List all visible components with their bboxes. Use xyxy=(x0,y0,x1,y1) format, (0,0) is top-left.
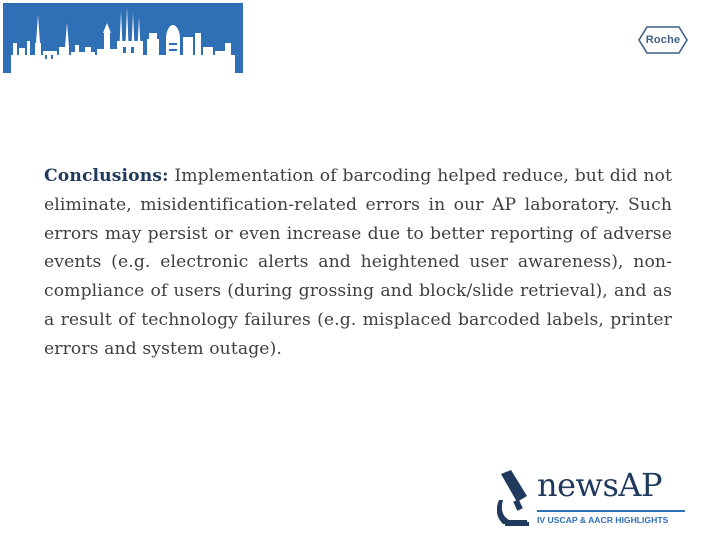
conclusions-text: Implementation of barcoding helped reduce, but did not eliminate, misidentification-related errors in our AP laboratory. Such errors may persist or even increase due to better reporting of adverse events (e.g. electronic alerts and heightened user awareness), non-compliance of users (during grossing and block/slide retrieval), and as a result of technology failures (e.g. misplaced barcoded labels, printer errors and system outage). xyxy=(44,166,672,359)
newsap-word-news: news xyxy=(537,466,619,504)
newsap-logo xyxy=(497,468,697,530)
newsap-wordmark xyxy=(537,466,662,504)
city-skyline-banner xyxy=(3,3,243,73)
city-skyline-icon xyxy=(3,3,243,73)
newsap-word-ap: AP xyxy=(618,466,662,504)
conclusions-paragraph xyxy=(44,162,672,364)
conclusions-label: Conclusions: xyxy=(44,166,169,186)
newsap-divider xyxy=(537,510,685,512)
roche-logo xyxy=(637,25,689,55)
microscope-icon xyxy=(497,470,535,528)
newsap-subtitle: IV USCAP & AACR HIGHLIGHTS xyxy=(537,515,669,525)
roche-logo-text: Roche xyxy=(645,34,681,46)
